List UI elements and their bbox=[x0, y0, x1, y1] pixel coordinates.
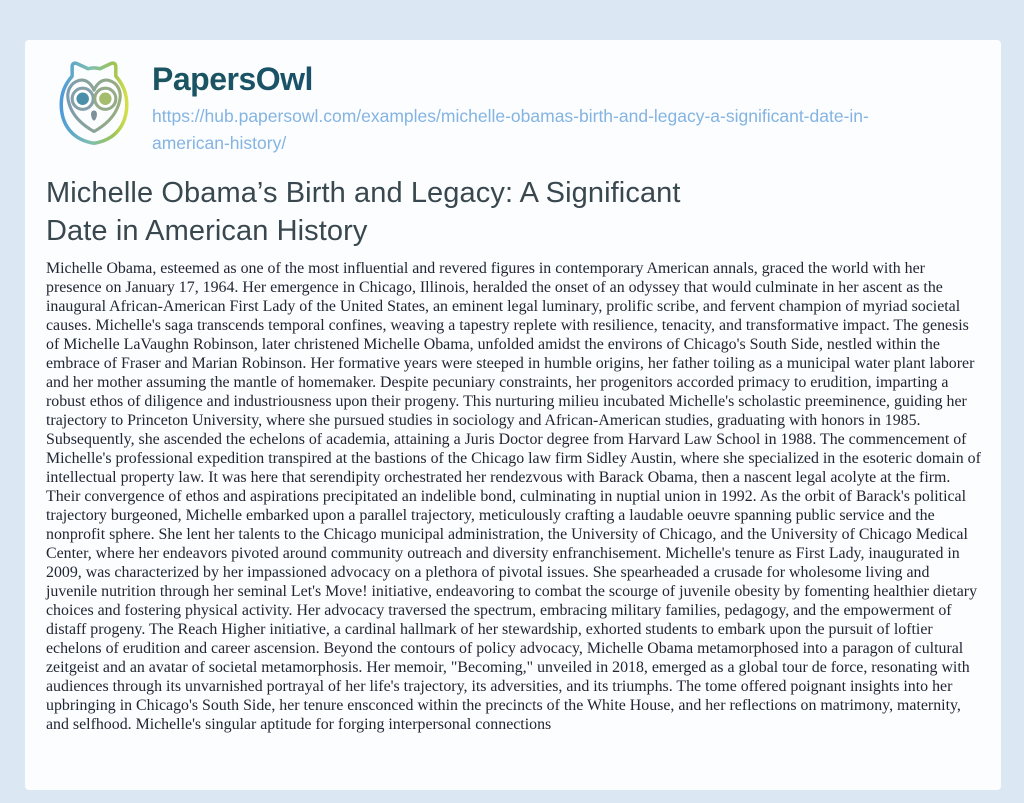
owl-icon-svg bbox=[55, 58, 133, 152]
source-url-line2: american-history/ bbox=[152, 133, 287, 153]
source-url-link[interactable] bbox=[152, 103, 869, 157]
site-header bbox=[55, 58, 869, 157]
content-card bbox=[25, 40, 1001, 790]
header-text-block bbox=[152, 58, 869, 157]
article-body: Michelle Obama, esteemed as one of the most influential and revered figures in contemporary American annals, graced the world with her presence on January 17, 1964. Her emergence in Chicago, Illinois, heralded the onset of an odyssey that would culminate in her ascent as the inaugural African-American First Lady of the United States, an eminent legal luminary, prolific scribe, and fervent champion of myriad societal causes. Michelle's saga transcends temporal confines, weaving a tapestry replete with resilience, tenacity, and transformative impact. The genesis of Michelle LaVaughn Robinson, later christened Michelle Obama, unfolded amidst the environs of Chicago's South Side, nestled within the embrace of Fraser and Marian Robinson. Her formative years were steeped in humble origins, her father toiling as a municipal water plant laborer and her mother assuming the mantle of homemaker. Despite pecuniary constraints, her progenitors accorded primacy to erudition, imparting a robust ethos of diligence and industriousness upon their progeny. This nurturing milieu incubated Michelle's scholastic preeminence, guiding her trajectory to Princeton University, where she pursued studies in sociology and African-American studies, graduating with honors in 1985. Subsequently, she ascended the echelons of academia, attaining a Juris Doctor degree from Harvard Law School in 1988. The commencement of Michelle's professional expedition transpired at the bastions of the Chicago law firm Sidley Austin, where she specialized in the esoteric domain of intellectual property law. It was here that serendipity orchestrated her rendezvous with Barack Obama, then a nascent legal acolyte at the firm. Their convergence of ethos and aspirations precipitated an indelible bond, culminating in nuptial union in 1992. As the orbit of Barack's political trajectory burgeoned, Michelle embarked upon a parallel trajectory, meticulously crafting a laudable oeuvre spanning public service and the nonprofit sphere. She lent her talents to the Chicago municipal administration, the University of Chicago, and the University of Chicago Medical Center, where her endeavors pivoted around community outreach and diversity enfranchisement. Michelle's tenure as First Lady, inaugurated in 2009, was characterized by her impassioned advocacy on a plethora of pivotal issues. She spearheaded a crusade for wholesome living and juvenile nutrition through her seminal Let's Move! initiative, endeavoring to combat the scourge of juvenile obesity by fomenting healthier dietary choices and fostering physical activity. Her advocacy traversed the spectrum, embracing military families, pedagogy, and the empowerment of distaff progeny. The Reach Higher initiative, a cardinal hallmark of her stewardship, exhorted students to embark upon the pursuit of loftier echelons of erudition and career ascension. Beyond the contours of policy advocacy, Michelle Obama metamorphosed into a paragon of cultural zeitgeist and an avatar of societal metamorphosis. Her memoir, "Becoming," unveiled in 2018, emerged as a global tour de force, resonating with audiences through its unvarnished portrayal of her life's trajectory, its adversities, and its triumphs. The tome offered poignant insights into her upbringing in Chicago's South Side, her tenure ensconced within the precincts of the White House, and her reflections on matrimony, maternity, and selfhood. Michelle's singular aptitude for forging interpersonal connections bbox=[46, 260, 981, 733]
source-url-line1: https://hub.papersowl.com/examples/michelle-obamas-birth-and-legacy-a-significant-date-in- bbox=[152, 106, 869, 126]
brand-name: PapersOwl bbox=[152, 59, 869, 99]
owl-logo-icon bbox=[55, 58, 133, 152]
page-title: Michelle Obama’s Birth and Legacy: A Significant Date in American History bbox=[46, 177, 681, 247]
